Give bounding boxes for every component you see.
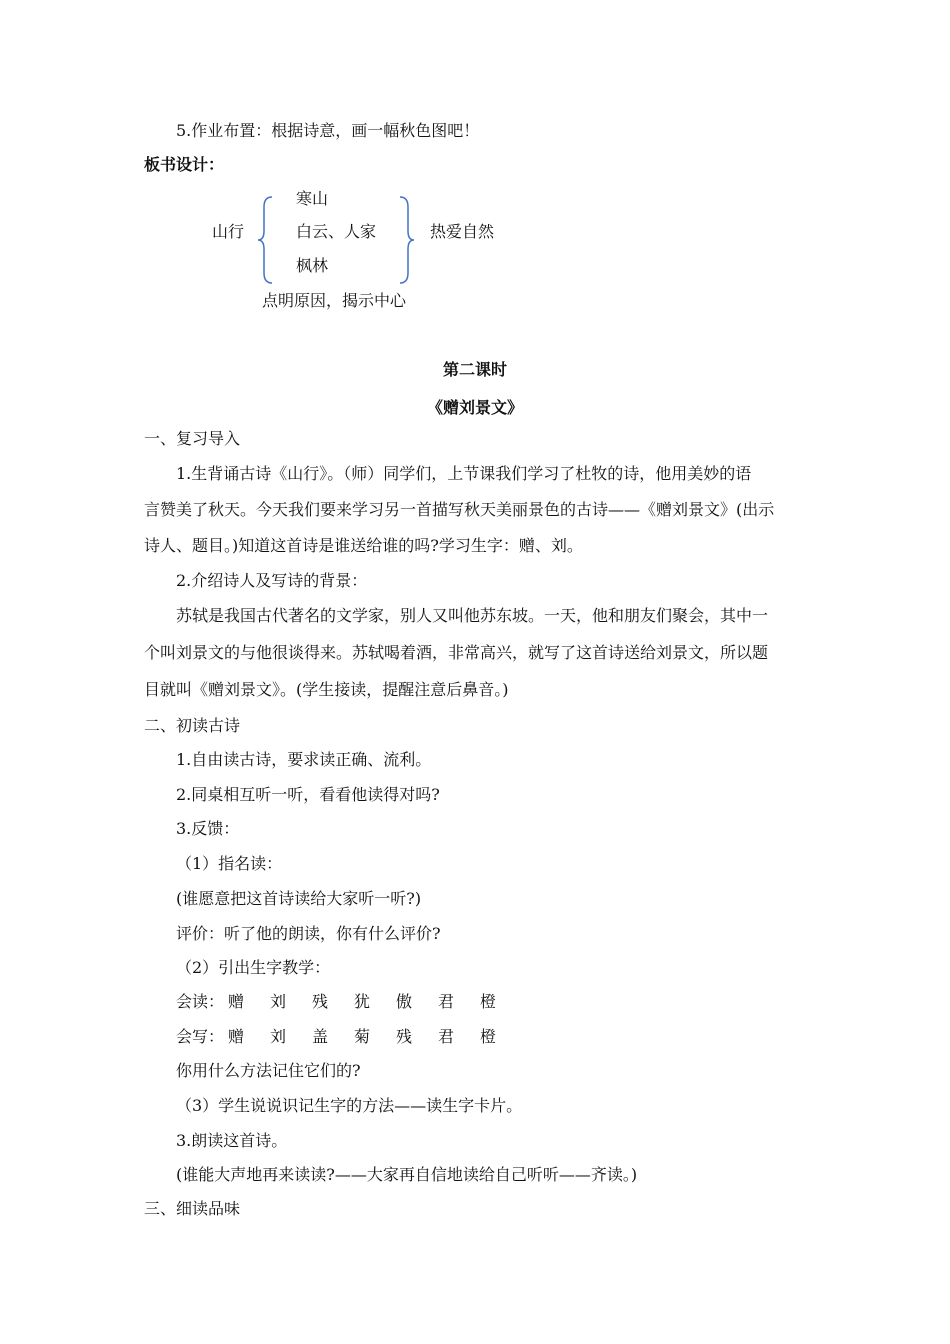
homework-line: 5.作业布置：根据诗意，画一幅秋色图吧！ bbox=[176, 121, 480, 140]
section1-para1-line3: 诗人、题目。)知道这首诗是谁送给谁的吗?学习生字：赠、刘。 bbox=[144, 536, 583, 555]
read-char: 残 bbox=[312, 992, 329, 1011]
board-item-2: 白云、人家 bbox=[296, 222, 377, 241]
board-left-label: 山行 bbox=[212, 222, 245, 241]
board-right-label: 热爱自然 bbox=[430, 222, 495, 241]
section2-evaluation: 评价：听了他的朗读，你有什么评价? bbox=[176, 924, 441, 943]
write-char: 刘 bbox=[270, 1027, 287, 1046]
section1-heading: 一、复习导入 bbox=[144, 429, 241, 448]
section1-para1-line2: 言赞美了秋天。今天我们要来学习另一首描写秋天美丽景色的古诗——《赠刘景文》(出示 bbox=[144, 500, 775, 519]
lesson-title: 第二课时 bbox=[442, 360, 507, 379]
section2-read-aloud: (谁能大声地再来读读?——大家再自信地读给自己听听——齐读。) bbox=[176, 1165, 638, 1184]
left-brace bbox=[256, 195, 276, 285]
section2-question: (谁愿意把这首诗读给大家听一听?) bbox=[176, 889, 422, 908]
board-design-heading: 板书设计： bbox=[144, 155, 225, 174]
read-char: 君 bbox=[438, 992, 455, 1011]
write-char: 菊 bbox=[354, 1027, 371, 1046]
write-char: 赠 bbox=[228, 1027, 245, 1046]
section2-substep1: （1）指名读： bbox=[176, 854, 283, 873]
section2-substep3: （3）学生说说识记生字的方法——读生字卡片。 bbox=[176, 1096, 523, 1115]
board-bottom-label: 点明原因，揭示中心 bbox=[262, 291, 407, 310]
read-chars-label: 会读： bbox=[176, 992, 225, 1011]
section1-para3-line3: 目就叫《赠刘景文》。(学生接读，提醒注意后鼻音。) bbox=[144, 680, 509, 699]
section2-step3: 3.反馈： bbox=[176, 819, 240, 838]
write-char: 盖 bbox=[312, 1027, 329, 1046]
section1-para3-line1: 苏轼是我国古代著名的文学家，别人又叫他苏东坡。一天，他和朋友们聚会，其中一 bbox=[176, 606, 769, 625]
section2-step1: 1.自由读古诗，要求读正确、流利。 bbox=[176, 750, 432, 769]
section2-step-read: 3.朗读这首诗。 bbox=[176, 1131, 288, 1150]
poem-title: 《赠刘景文》 bbox=[426, 398, 523, 417]
section2-heading: 二、初读古诗 bbox=[144, 716, 241, 735]
write-char: 橙 bbox=[480, 1027, 497, 1046]
section1-para1-line1: 1.生背诵古诗《山行》。（师）同学们，上节课我们学习了杜牧的诗，他用美妙的语 bbox=[176, 464, 752, 483]
section2-step2: 2.同桌相互听一听，看看他读得对吗? bbox=[176, 785, 440, 804]
write-chars-label: 会写： bbox=[176, 1027, 225, 1046]
section2-substep2: （2）引出生字教学： bbox=[176, 958, 331, 977]
right-brace bbox=[396, 195, 416, 285]
section3-heading: 三、细读品味 bbox=[144, 1199, 241, 1218]
read-char: 赠 bbox=[228, 992, 245, 1011]
section1-para3-line2: 个叫刘景文的与他很谈得来。苏轼喝着酒，非常高兴，就写了这首诗送给刘景文，所以题 bbox=[144, 643, 769, 662]
write-char: 残 bbox=[396, 1027, 413, 1046]
read-char: 橙 bbox=[480, 992, 497, 1011]
board-item-3: 枫林 bbox=[296, 256, 329, 275]
read-char: 傲 bbox=[396, 992, 413, 1011]
board-item-1: 寒山 bbox=[296, 189, 329, 208]
section1-para2: 2.介绍诗人及写诗的背景： bbox=[176, 571, 368, 590]
section2-memory-question: 你用什么方法记住它们的? bbox=[176, 1061, 361, 1080]
read-char: 犹 bbox=[354, 992, 371, 1011]
read-char: 刘 bbox=[270, 992, 287, 1011]
write-char: 君 bbox=[438, 1027, 455, 1046]
